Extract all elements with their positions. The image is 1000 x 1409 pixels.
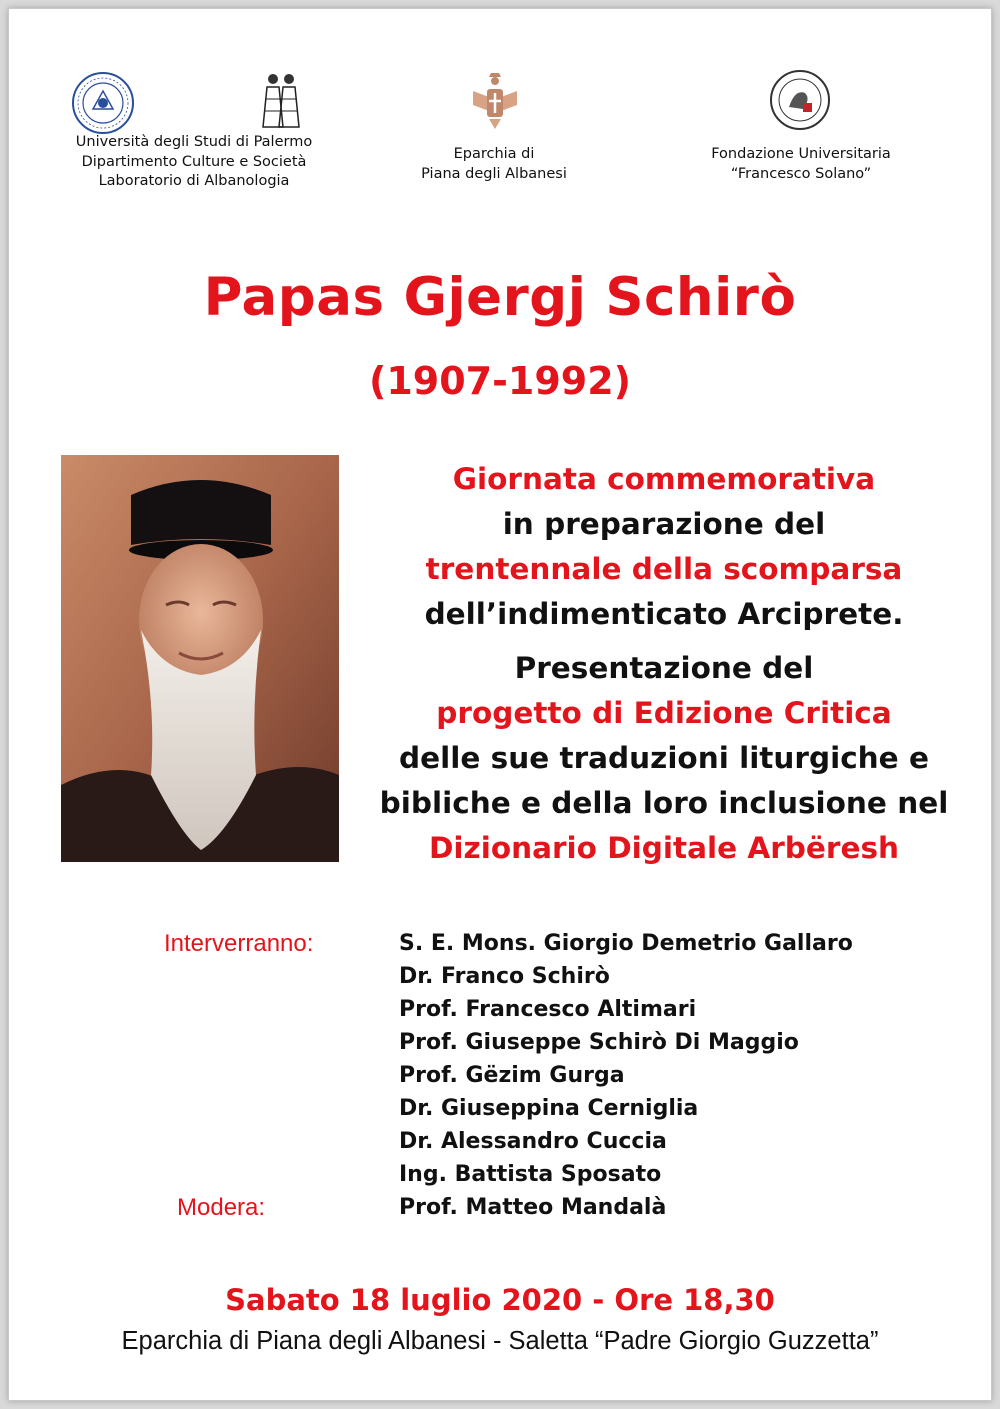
description-line: in preparazione del — [502, 507, 826, 541]
description-line: Dizionario Digitale Arbëresh — [428, 831, 900, 865]
speaker-name: Dr. Franco Schirò — [399, 964, 610, 989]
speaker-name: Prof. Gëzim Gurga — [399, 1063, 625, 1088]
description-line: delle sue traduzioni liturgiche e — [399, 741, 929, 775]
moderator-label: Modera: — [177, 1194, 266, 1221]
description-line: bibliche e della loro inclusione nel — [379, 786, 949, 820]
portrait-photo — [61, 455, 339, 862]
speaker-name: Dr. Giuseppina Cerniglia — [399, 1096, 699, 1121]
header-line: Dipartimento Culture e Società — [81, 153, 307, 170]
speaker-name: S. E. Mons. Giorgio Demetrio Gallaro — [399, 931, 853, 956]
eparchy-emblem-logo — [469, 71, 521, 131]
description-line: dell’indimenticato Arciprete. — [424, 597, 904, 631]
eparchy-header — [394, 145, 594, 184]
description-line: Giornata commemorativa — [452, 462, 876, 496]
event-description — [359, 457, 969, 871]
event-date: Sabato 18 luglio 2020 - Ore 18,30 — [225, 1283, 775, 1317]
header-line: Università degli Studi di Palermo — [75, 134, 313, 150]
header-line: Fondazione Universitaria — [711, 146, 891, 162]
costume-figures-logo — [259, 69, 303, 135]
poster-title: Papas Gjergj Schirò — [203, 267, 797, 328]
speaker-name: Dr. Alessandro Cuccia — [399, 1129, 667, 1154]
description-line: progetto di Edizione Critica — [436, 696, 892, 730]
foundation-seal-logo — [769, 69, 831, 131]
foundation-header — [681, 145, 921, 184]
header-line: “Francesco Solano” — [730, 165, 872, 182]
header-line: Laboratorio di Albanologia — [98, 173, 290, 189]
description-line: Presentazione del — [514, 651, 814, 685]
speakers-label: Interverranno: — [164, 930, 314, 957]
header-line: Piana degli Albanesi — [421, 165, 567, 182]
description-line: trentennale della scomparsa — [425, 552, 903, 586]
university-seal-logo — [71, 71, 135, 135]
speaker-name: Prof. Francesco Altimari — [399, 997, 697, 1022]
moderator-name: Prof. Matteo Mandalà — [399, 1195, 667, 1220]
speaker-name: Prof. Giuseppe Schirò Di Maggio — [399, 1030, 799, 1055]
poster-page — [8, 8, 992, 1401]
header-line: Eparchia di — [453, 146, 535, 162]
speaker-name: Ing. Battista Sposato — [399, 1162, 662, 1187]
university-header — [64, 133, 324, 192]
event-venue: Eparchia di Piana degli Albanesi - Saletta “Padre Giorgio Guzzetta” — [121, 1327, 879, 1355]
life-years: (1907-1992) — [368, 359, 632, 403]
